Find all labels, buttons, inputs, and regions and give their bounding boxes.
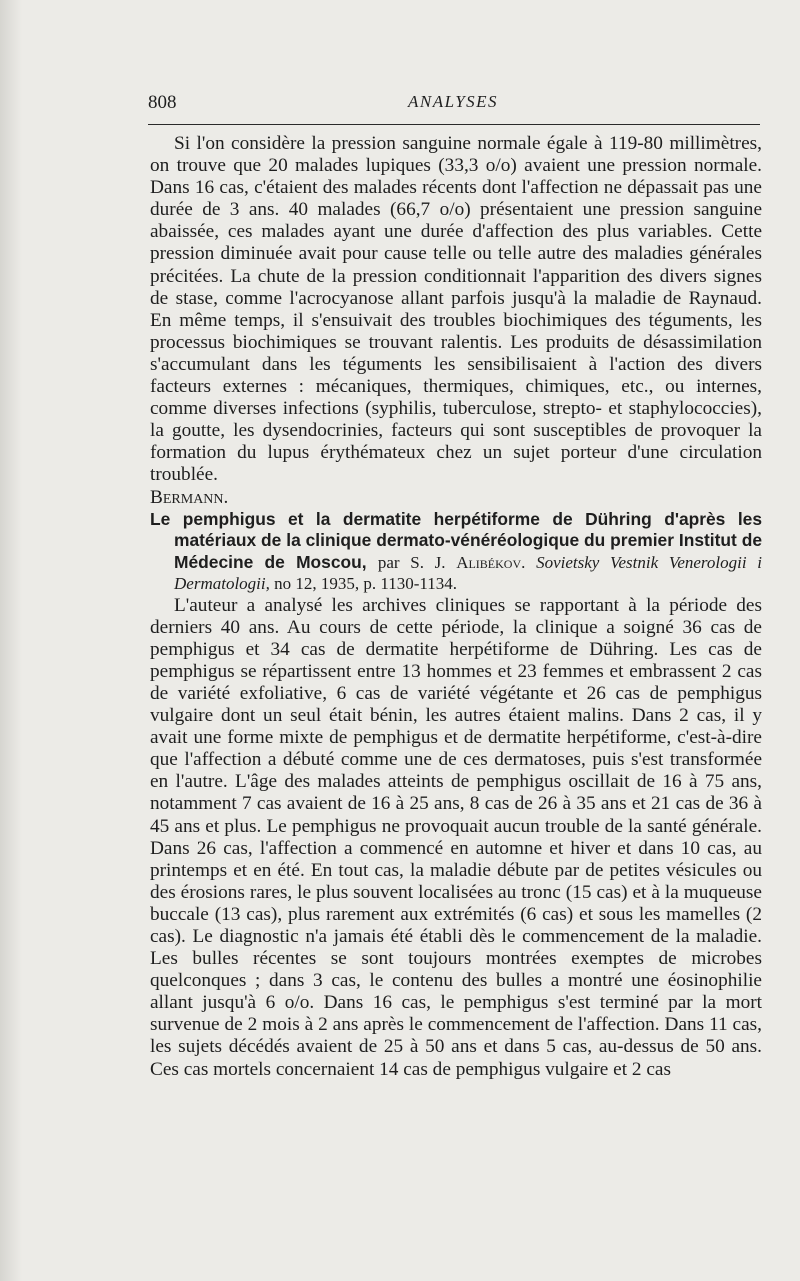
citation-details: no 12, 1935, p. 1130-1134. bbox=[274, 574, 458, 594]
article-heading bbox=[150, 509, 762, 595]
article-title: Le pemphigus et la dermatite herpétiforme de Dühring d'après les matériaux de la clinique dermato-vénéréologique du premier Institut de Médecine de Moscou, bbox=[150, 508, 762, 572]
review-paragraph: Si l'on considère la pression sanguine normale égale à 119-80 millimètres, on trouve que 20 malades lupiques (33,3 o/o) avaient une pression normale. Dans 16 cas, c'étaient des malades récents dont l'affection ne dépassait pas une durée de 3 ans. 40 malades (66,7 o/o) présentaient une pression sanguine abaissée, ces malades ayant une durée d'affection des plus variables. Cette pression diminuée avait pour cause telle ou telle autre des maladies générales précitées. La chute de la pression conditionnait l'apparition des divers signes de stase, comme l'acrocyanose allant parfois jusqu'à la maladie de Raynaud. En même temps, il s'ensuivait des troubles biochimiques des téguments, les processus biochimiques se trouvant ralentis. Les produits de désassimilation s'accumulant dans les téguments les sensibilisaient à l'action des divers facteurs externes : mécaniques, thermiques, chimiques, etc., ou internes, comme diverses infections (syphilis, tuberculose, strepto- et staphylococcies), la goutte, les dysendocrinies, facteurs qui sont susceptibles de provoquer la formation du lupus érythémateux chez un sujet porteur d'une circulation troublée. bbox=[150, 133, 762, 486]
author-prefix: par S. J. bbox=[377, 552, 446, 572]
article-author: Alibékov. bbox=[456, 552, 526, 572]
page-number: 808 bbox=[148, 92, 177, 113]
reviewer-signature: Bermann. bbox=[150, 486, 229, 508]
page-body bbox=[150, 133, 762, 1081]
page-header bbox=[148, 92, 758, 116]
review-paragraph: L'auteur a analysé les archives cliniques se rapportant à la période des derniers 40 ans. Au cours de cette période, la clinique a soigné 36 cas de pemphigus et 34 cas de dermatite herpétiforme de Dühring. Les cas de pemphigus se répartissent entre 13 hommes et 23 femmes et embrassent 2 cas de variété exfoliative, 6 cas de variété végétante et 26 cas de pemphigus vulgaire dont un seul était bénin, les autres étaient malins. Dans 2 cas, il y avait une forme mixte de pemphigus et de dermatite herpétiforme, c'est-à-dire que l'affection a débuté comme une de ces dermatoses, puis s'est transformée en l'autre. L'âge des malades atteints de pemphigus oscillait de 16 à 75 ans, notamment 7 cas avaient de 16 à 25 ans, 8 cas de 26 à 35 ans et 21 cas de 36 à 45 ans et plus. Le pemphigus ne provoquait aucun trouble de la santé générale. Dans 26 cas, l'affection a commencé en automne et hiver et dans 10 cas, au printemps et en été. En tout cas, la maladie débute par de petites vésicules ou des érosions rares, le plus souvent localisées au tronc (15 cas) et à la muqueuse buccale (13 cas), plus rarement aux extrémités (6 cas) et sous les mamelles (2 cas). Le diagnostic n'a jamais été établi dès le commencement de la maladie. Les bulles récentes se sont toujours montrées exemptes de microbes quelconques ; dans 3 cas, le contenu des bulles a montré une éosinophilie allant jusqu'à 6 o/o. Dans 16 cas, le pemphigus s'est terminé par la mort survenue de 2 mois à 2 ans après le commencement de l'affection. Dans 11 cas, les sujets décédés avaient de 25 à 50 ans et dans 5 cas, au-dessus de 50 ans. Ces cas mortels concernaient 14 cas de pemphigus vulgaire et 2 cas bbox=[150, 594, 762, 1080]
page-gutter-shadow bbox=[0, 0, 22, 1281]
running-head: ANALYSES bbox=[407, 92, 499, 111]
header-rule bbox=[148, 124, 760, 125]
journal-name: Sovietsky Vestnik Venerologii i Dermatologii, bbox=[174, 552, 762, 594]
